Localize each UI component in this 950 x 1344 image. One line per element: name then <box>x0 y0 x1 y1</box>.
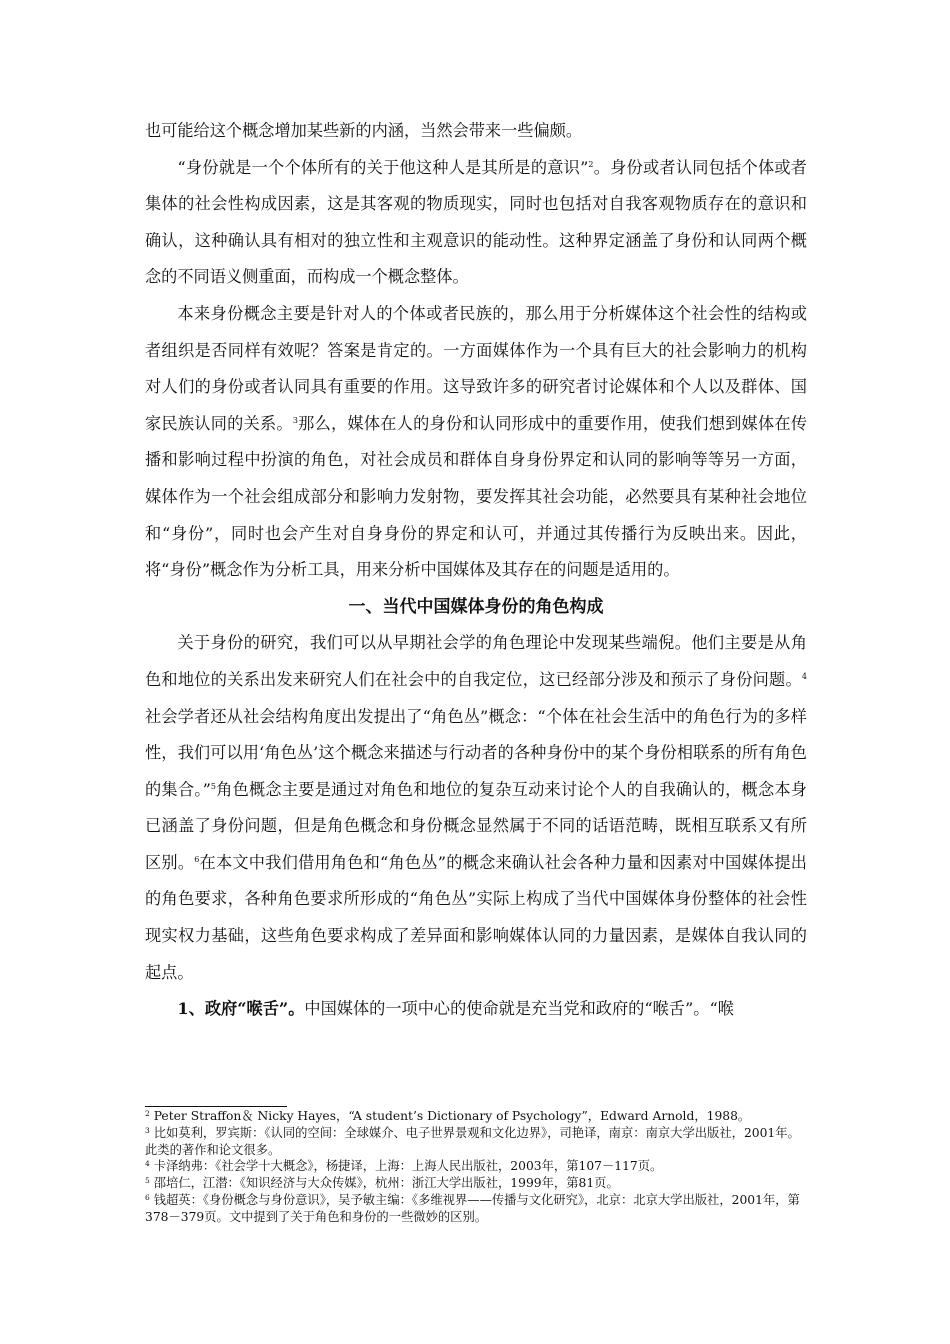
footnote-ref-2[interactable]: 2 <box>588 159 594 169</box>
footnote-ref-4[interactable]: 4 <box>801 671 807 681</box>
footnote-text: 邵培仁，江潜：《知识经济与大众传媒》，杭州：浙江大学出版社，1999年，第81页。 <box>153 1176 619 1191</box>
footnote-separator <box>145 1106 287 1107</box>
paragraph-3 <box>145 625 807 991</box>
footnote-text: Peter Straffon＆ Nicky Hayes，“A student’s Dictionary of Psychology”，Edward Arnold，1988。 <box>153 1109 751 1123</box>
footnote-4 <box>145 1158 807 1175</box>
footnote-number: 6 <box>145 1192 150 1202</box>
footnotes <box>145 1108 807 1226</box>
paragraph-3-text-d: 在本文中我们借用角色和“角色丛”的概念来确认社会各种力量和因素对中国媒体提出的角色要求，各种角色要求所形成的“角色丛”实际上构成了当代中国媒体身份整体的社会性现实权力基础，这些角色要求构成了差异面和影响媒体认同的力量因素，是媒体自我认同的起点。 <box>145 852 807 982</box>
section-title: 一、当代中国媒体身份的角色构成 <box>348 596 604 617</box>
footnote-ref-3[interactable]: 3 <box>292 415 298 425</box>
footnote-number: 2 <box>145 1109 150 1118</box>
paragraph-1 <box>145 150 807 296</box>
paragraph-0-text: 也可能给这个概念增加某些新的内涵，当然会带来一些偏颇。 <box>145 121 583 140</box>
footnote-2 <box>145 1108 807 1125</box>
paragraph-3-text-b: 社会学者还从社会结构角度出发提出了“角色丛”概念：“个体在社会生活中的角色行为的多样性，我们可以用‘角色丛’这个概念来描述与行动者的各种身份中的某个身份相联系的所有角色的集合。” <box>145 706 807 799</box>
footnote-number: 5 <box>145 1176 150 1186</box>
footnote-3 <box>145 1125 807 1159</box>
body-text <box>145 113 807 1028</box>
footnote-ref-6[interactable]: 6 <box>194 854 200 864</box>
footnote-text: 钱超英：《身份概念与身份意识》，吴予敏主编：《多维视界——传播与文化研究》，北京：北京大学出版社，2001年，第378－379页。文中提到了关于角色和身份的一些微妙的区别。 <box>145 1192 800 1224</box>
paragraph-2-text-b: 那么，媒体在人的身份和认同形成中的重要作用，使我们想到媒体在传播和影响过程中扮演的角色，对社会成员和群体自身身份界定和认同的影响等等另一方面，媒体作为一个社会组成部分和影响力发射物，要发挥其社会功能，必然要具有某种社会地位和“身份”，同时也会产生对自身身份的界定和认可，并通过其传播行为反映出来。因此，将“身份”概念作为分析工具，用来分析中国媒体及其存在的问题是适用的。 <box>145 413 808 580</box>
paragraph-4-lead: 1、政府“喉舌”。 <box>177 999 305 1019</box>
paragraph-1-text-a: “身份就是一个个体所有的关于他这种人是其所是的意识” <box>177 157 589 177</box>
footnote-number: 3 <box>145 1125 150 1135</box>
footnote-5 <box>145 1175 807 1192</box>
footnote-6 <box>145 1192 807 1226</box>
paragraph-4-text: 中国媒体的一项中心的使命就是充当党和政府的“喉舌”。“喉 <box>304 999 734 1019</box>
footnote-number: 4 <box>145 1159 150 1169</box>
paragraph-4 <box>145 991 807 1028</box>
paragraph-2-text-a: 本来身份概念主要是针对人的个体或者民族的，那么用于分析媒体这个社会性的结构或者组织是否同样有效呢？答案是肯定的。一方面媒体作为一个具有巨大的社会影响力的机构对人们的身份或者认同具有重要的作用。这导致许多的研究者讨论媒体和个人以及群体、国家民族认同的关系。 <box>145 303 807 433</box>
paragraph-0 <box>145 113 807 150</box>
footnote-text: 卡泽纳弗：《社会学十大概念》，杨捷译，上海：上海人民出版社，2003年，第107－117页。 <box>153 1159 663 1174</box>
paragraph-3-text-a: 关于身份的研究，我们可以从早期社会学的角色理论中发现某些端倪。他们主要是从角色和地位的关系出发来研究人们在社会中的自我定位，这已经部分涉及和预示了身份问题。 <box>145 633 807 689</box>
footnote-ref-5[interactable]: 5 <box>210 781 216 791</box>
footnote-text: 比如莫利，罗宾斯：《认同的空间：全球媒介、电子世界景观和文化边界》，司艳译，南京：南京大学出版社，2001年。此类的著作和论文很多。 <box>145 1125 800 1157</box>
paragraph-2 <box>145 296 807 589</box>
paragraph-1-text-b: 。身份或者认同包括个体或者集体的社会性构成因素，这是其客观的物质现实，同时也包括对自我客观物质存在的意识和确认，这种确认具有相对的独立性和主观意识的能动性。这种界定涵盖了身份和认同两个概念的不同语义侧重面，而构成一个概念整体。 <box>145 157 807 287</box>
paragraph-3-text-c: 角色概念主要是通过对角色和地位的复杂互动来讨论个人的自我确认的，概念本身已涵盖了身份问题，但是角色概念和身份概念显然属于不同的话语范畴，既相互联系又有所区别。 <box>145 779 807 872</box>
